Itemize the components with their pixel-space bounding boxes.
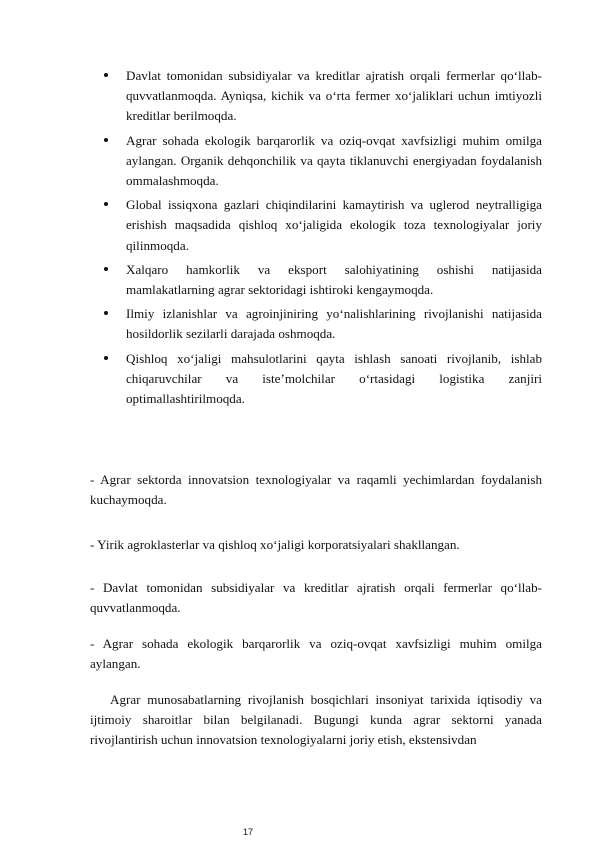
bullet-item xyxy=(104,304,542,344)
bullet-item xyxy=(104,66,542,127)
bullet-text: Davlat tomonidan subsidiyalar va kreditlar ajratish orqali fermerlar qo‘llab-quvvatlanmoqda. Ayniqsa, kichik va o‘rta fermer xo‘jaliklari uchun imtiyozli kreditlar berilmoqda. xyxy=(126,68,542,124)
bullet-text: Agrar sohada ekologik barqarorlik va oziq-ovqat xavfsizligi muhim omilga aylangan. Organik dehqonchilik va qayta tiklanuvchi energiyadan foydalanish ommalashmoqda. xyxy=(126,132,542,189)
bullet-dot xyxy=(104,356,108,360)
paragraph-innovation: - Agrar sektorda innovatsion texnologiyalar va raqamli yechimlardan foydalanish kuchaymoqda. xyxy=(90,472,542,508)
bullet-dot xyxy=(104,73,108,77)
paragraph-subsidies: - Davlat tomonidan subsidiyalar va kreditlar ajratish orqali fermerlar qo‘llab-quvvatlanmoqda. xyxy=(90,580,542,616)
bullet-dot xyxy=(104,202,108,206)
page-number: 17 xyxy=(243,827,254,837)
bullet-text: Xalqaro hamkorlik va eksport salohiyatining oshishi natijasida mamlakatlarning agrar sektoridagi ishtiroki kengaymoqda. xyxy=(126,261,542,298)
paragraph-agroclusters: - Yirik agroklasterlar va qishloq xo‘jaligi korporatsiyalari shakllangan. xyxy=(90,537,460,552)
bullet-dot xyxy=(104,311,108,315)
paragraph-development: Agrar munosabatlarning rivojlanish bosqichlari insoniyat tarixida iqtisodiy va ijtimoiy sharoitlar bilan belgilanadi. Bugungi kunda agrar sektorni yanada rivojlantirish uchun innovatsion texnologiyalarni joriy etish, ekstensivdan xyxy=(90,692,542,748)
bullet-dot xyxy=(104,138,108,142)
bullet-item xyxy=(104,349,542,410)
paragraph-ecology: - Agrar sohada ekologik barqarorlik va oziq-ovqat xavfsizligi muhim omilga aylangan. xyxy=(90,636,542,672)
bullet-text: Ilmiy izlanishlar va agroinjiniring yo‘nalishlarining rivojlanishi natijasida hosildorlik sezilarli darajada oshmoqda. xyxy=(126,306,542,342)
bullet-list xyxy=(104,66,542,413)
bullet-text: Qishloq xo‘jaligi mahsulotlarini qayta ishlash sanoati rivojlanib, ishlab chiqaruvchilar va iste’molchilar o‘rtasidagi logistika zanjiri optimallashtirilmoqda. xyxy=(126,350,542,407)
bullet-item xyxy=(104,131,542,192)
bullet-item xyxy=(104,260,542,300)
bullet-text: Global issiqxona gazlari chiqindilarini kamaytirish va uglerod neytralligiga erishish maqsadida qishloq xo‘jaligida ekologik toza texnologiyalar joriy qilinmoqda. xyxy=(126,197,542,253)
bullet-dot xyxy=(104,267,108,271)
bullet-item xyxy=(104,195,542,256)
